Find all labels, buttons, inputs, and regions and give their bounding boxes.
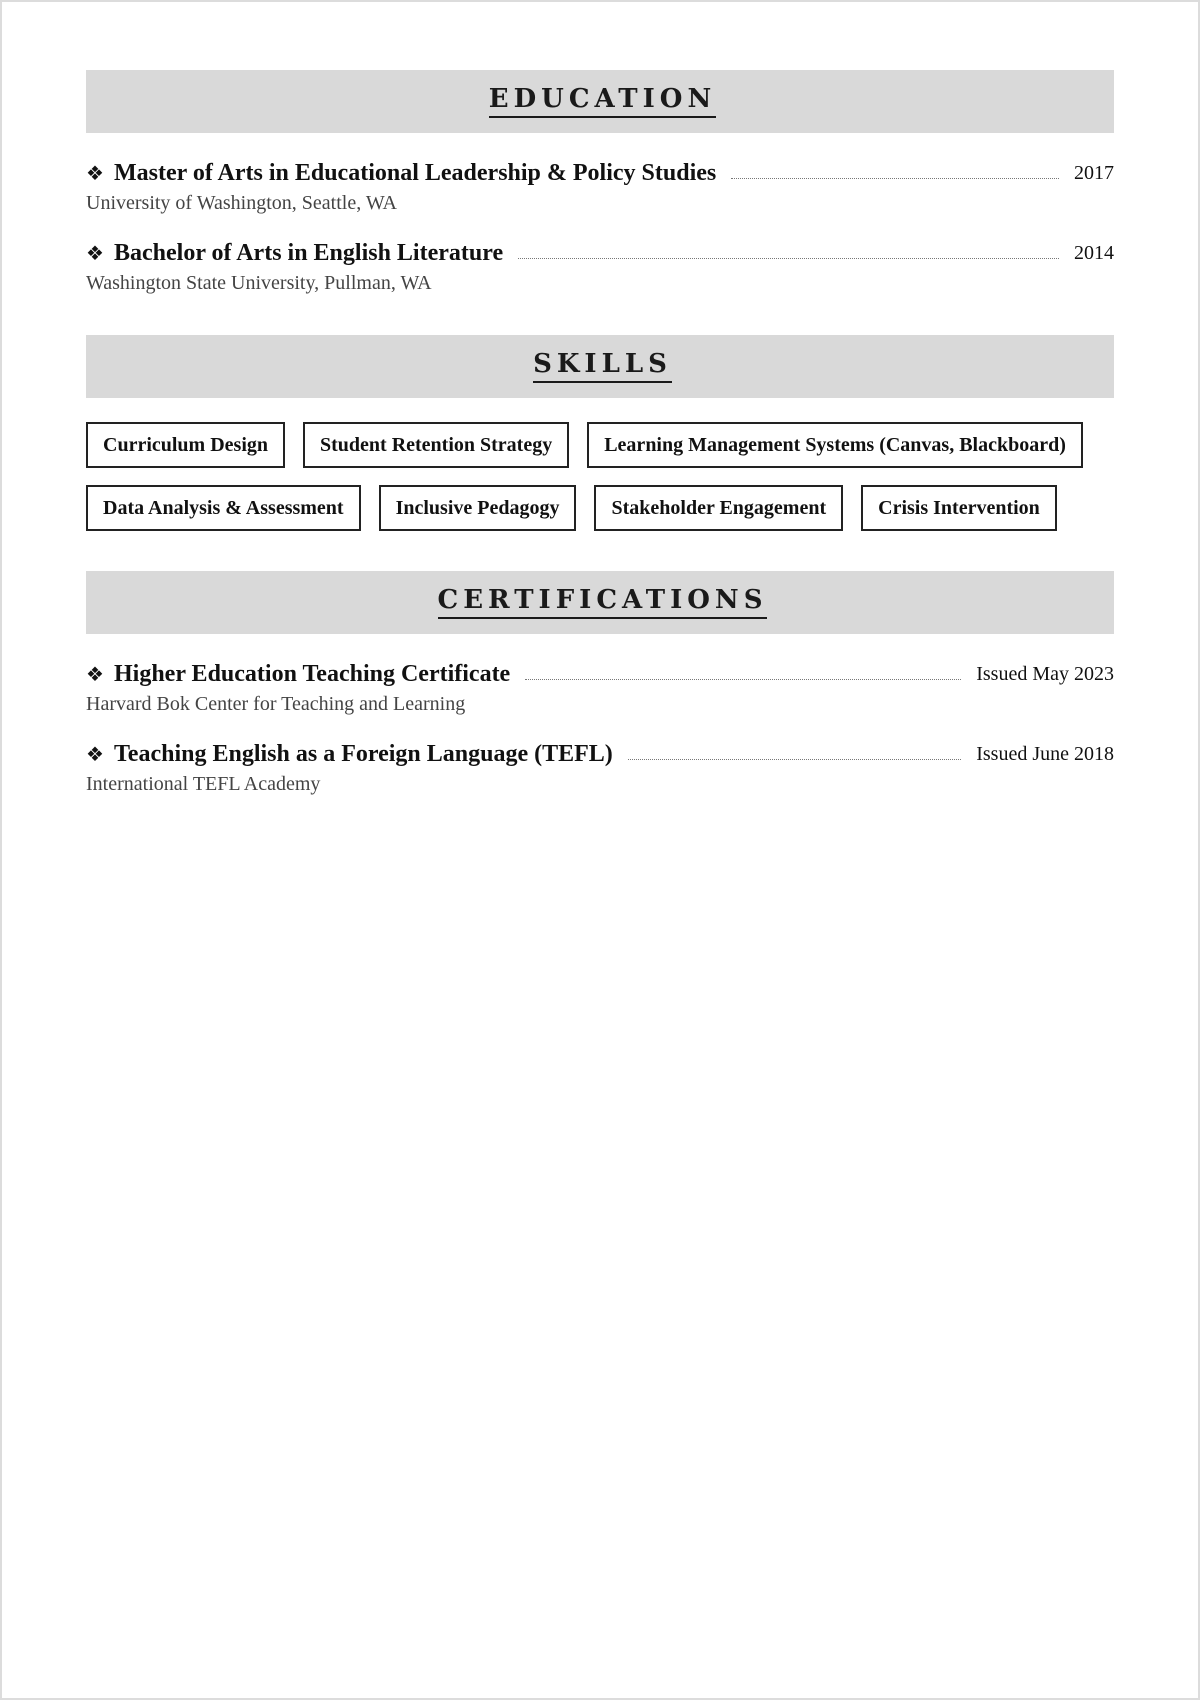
education-entry — [86, 237, 1114, 295]
school-name: Washington State University, Pullman, WA — [86, 272, 432, 294]
skills-list — [86, 422, 1114, 531]
diamond-bullet-icon: ❖ — [86, 663, 104, 686]
degree-title: Bachelor of Arts in English Literature — [114, 239, 504, 266]
issuer-name: International TEFL Academy — [86, 773, 321, 795]
education-title: EDUCATION — [489, 85, 716, 118]
graduation-year: 2014 — [1074, 241, 1114, 264]
issue-date: Issued May 2023 — [976, 662, 1114, 685]
dotted-leader — [525, 679, 961, 680]
skills-title: SKILLS — [533, 350, 672, 383]
education-section-header — [86, 70, 1114, 133]
skill-tag: Inclusive Pedagogy — [379, 485, 577, 531]
issue-date: Issued June 2018 — [976, 742, 1114, 765]
certification-name: Teaching English as a Foreign Language (TEFL) — [114, 740, 613, 767]
school-name: University of Washington, Seattle, WA — [86, 192, 397, 214]
skill-tag: Student Retention Strategy — [303, 422, 569, 468]
certifications-section-header — [86, 571, 1114, 634]
issuer-name: Harvard Bok Center for Teaching and Learning — [86, 693, 466, 715]
skill-tag: Stakeholder Engagement — [594, 485, 843, 531]
graduation-year: 2017 — [1074, 161, 1114, 184]
diamond-bullet-icon: ❖ — [86, 242, 104, 265]
dotted-leader — [628, 759, 961, 760]
certification-entry — [86, 738, 1114, 796]
dotted-leader — [518, 258, 1059, 259]
certification-name: Higher Education Teaching Certificate — [114, 660, 511, 687]
diamond-bullet-icon: ❖ — [86, 743, 104, 766]
degree-title: Master of Arts in Educational Leadership & Policy Studies — [114, 159, 717, 186]
resume-content — [86, 70, 1114, 796]
skill-tag: Learning Management Systems (Canvas, Blackboard) — [587, 422, 1083, 468]
diamond-bullet-icon: ❖ — [86, 162, 104, 185]
skill-tag: Crisis Intervention — [861, 485, 1057, 531]
skill-tag: Curriculum Design — [86, 422, 285, 468]
certifications-title: CERTIFICATIONS — [438, 586, 768, 619]
skill-tag: Data Analysis & Assessment — [86, 485, 361, 531]
education-list — [86, 157, 1114, 295]
education-entry — [86, 157, 1114, 215]
certification-entry — [86, 658, 1114, 716]
certifications-list — [86, 658, 1114, 796]
dotted-leader — [731, 178, 1059, 179]
skills-section-header — [86, 335, 1114, 398]
